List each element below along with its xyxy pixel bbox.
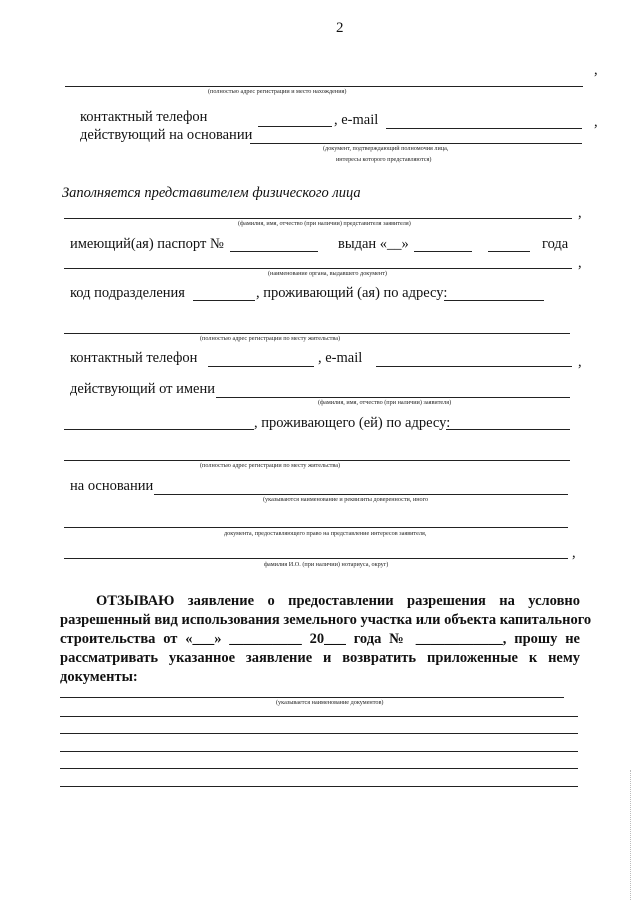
on-basis-label: на основании [70, 478, 154, 494]
issuer-line[interactable] [64, 268, 572, 269]
caption-address: (полностью адрес регистрации и место нахождения) [208, 88, 347, 95]
caption-applicant-fio: (фамилия, имя, отчество (при наличии) заявителя) [318, 399, 452, 406]
acting-on-behalf-label: действующий от имени [70, 381, 215, 397]
caption-fio: (фамилия, имя, отчество (при наличии) представителя заявителя) [238, 220, 411, 227]
issued-year-line[interactable] [488, 251, 530, 252]
caption-power-of-attorney: (указываются наименование и реквизиты доверенности, иного [263, 496, 429, 503]
documents-line-3[interactable] [60, 733, 578, 734]
page-number: 2 [336, 20, 344, 36]
statement-line-3: строительства от «___» __________ 20___ года № ____________, прошу не [60, 631, 580, 647]
documents-line-1[interactable] [60, 697, 564, 698]
issued-label: выдан «__» [338, 236, 409, 252]
statement-line-2: разрешенный вид использования земельного участка или объекта капитального [60, 612, 592, 628]
caption-issuer: (наименование органа, выдавшего документ) [268, 270, 387, 277]
applicant-line-left[interactable] [64, 429, 254, 430]
email-label-2: , e-mail [318, 350, 363, 366]
email-field-line[interactable] [386, 128, 582, 129]
documents-line-5[interactable] [60, 768, 578, 769]
notary-line[interactable] [64, 558, 568, 559]
passport-label: имеющий(ая) паспорт № [70, 236, 224, 252]
representative-fio-line[interactable] [64, 218, 572, 219]
reg-address-line[interactable] [64, 333, 570, 334]
email-field-line-2[interactable] [376, 366, 572, 367]
withdrawal-statement [60, 592, 592, 687]
comma: , [578, 205, 582, 221]
comma: , [578, 354, 582, 370]
statement-line-4: рассматривать указанное заявление и возвратить приложенные к нему [60, 650, 580, 666]
division-code-line[interactable] [193, 300, 255, 301]
basis-doc-line[interactable] [250, 143, 582, 144]
power-doc-line[interactable] [64, 527, 568, 528]
residing-label: , проживающий (ая) по адресу: [256, 285, 448, 301]
section-heading: Заполняется представителем физического лица [62, 185, 361, 201]
caption-doc-line2: интересы которого представляются) [336, 156, 432, 163]
contact-phone-label: контактный телефон [80, 109, 208, 125]
comma: , [572, 545, 576, 561]
phone-field-line-2[interactable] [208, 366, 314, 367]
residing-address-line[interactable] [444, 300, 544, 301]
email-label: , e-mail [334, 112, 379, 128]
passport-number-line[interactable] [230, 251, 318, 252]
division-code-label: код подразделения [70, 285, 185, 301]
caption-documents: (указывается наименование документов) [276, 699, 384, 706]
comma: , [578, 255, 582, 271]
address-line[interactable] [65, 86, 583, 87]
comma: , [594, 114, 598, 130]
statement-line-5: документы: [60, 669, 138, 685]
documents-line-6[interactable] [60, 786, 578, 787]
applicant-fio-line[interactable] [216, 397, 570, 398]
caption-doc-line1: (документ, подтверждающий полномочия лица, [323, 145, 449, 152]
statement-line-1: ОТЗЫВАЮ заявление о предоставлении разрешения на условно [96, 593, 580, 609]
caption-reg-address-2: (полностью адрес регистрации по месту жительства) [200, 462, 341, 469]
caption-power-doc: документа, предоставляющего право на представление интересов заявителя, [224, 530, 427, 537]
comma: , [594, 62, 598, 78]
applicant-address-line[interactable] [446, 429, 570, 430]
documents-line-4[interactable] [60, 751, 578, 752]
caption-notary: фамилия И.О. (при наличии) нотариуса, округ) [264, 561, 389, 568]
scan-artifact [630, 770, 632, 900]
year-label: года [542, 236, 569, 252]
documents-line-2[interactable] [60, 716, 578, 717]
phone-field-line[interactable] [258, 126, 332, 127]
acting-on-basis-label: действующий на основании [80, 127, 253, 143]
power-of-attorney-line[interactable] [154, 494, 568, 495]
reg-address-line-2[interactable] [64, 460, 570, 461]
residing-of-label: , проживающего (ей) по адресу: [254, 415, 451, 431]
issued-month-line[interactable] [414, 251, 472, 252]
caption-reg-address: (полностью адрес регистрации по месту жительства) [200, 335, 341, 342]
contact-phone-label-2: контактный телефон [70, 350, 198, 366]
